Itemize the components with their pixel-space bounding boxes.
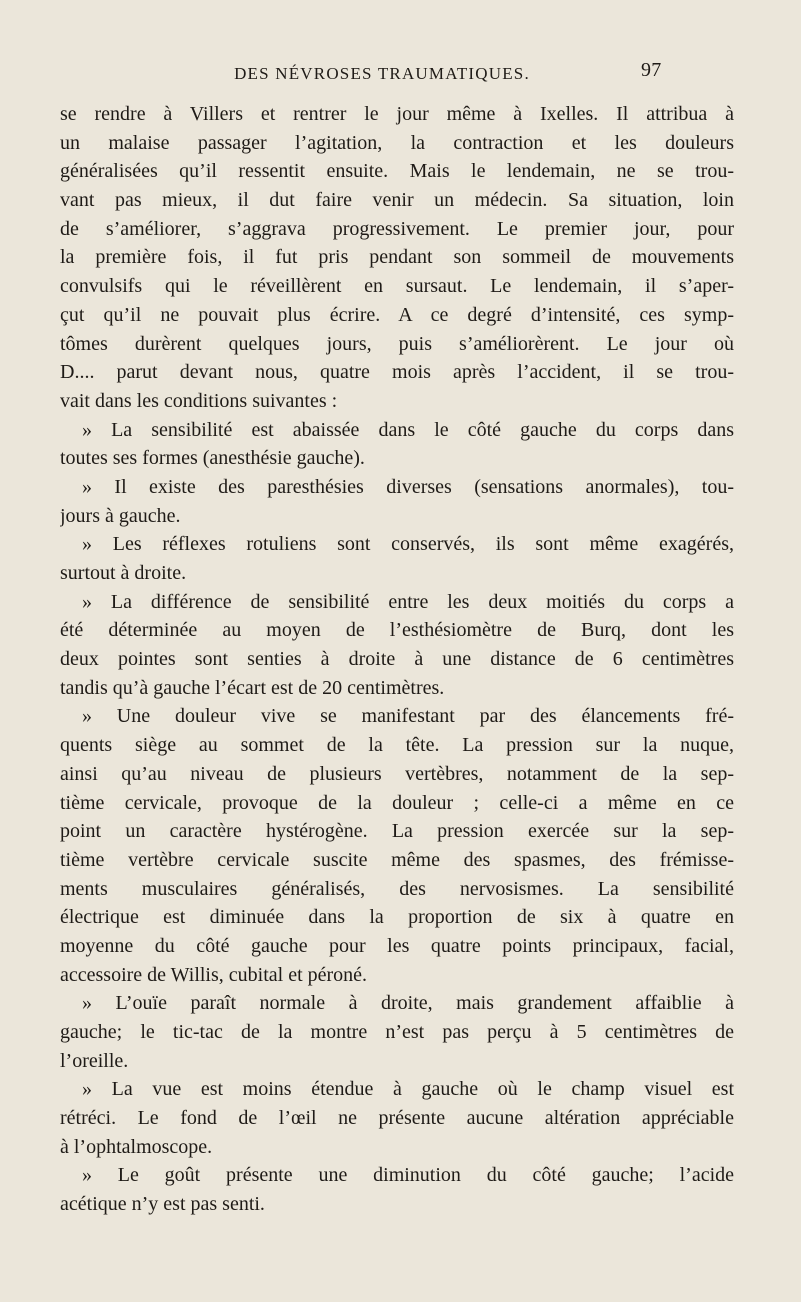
text-line: convulsifs qui le réveillèrent en sursaut. Le lendemain, il s’aper- (60, 275, 734, 298)
running-head (0, 59, 801, 88)
text-line: » L’ouïe paraît normale à droite, mais grandement affaiblie à (82, 992, 734, 1015)
text-line: vant pas mieux, il dut faire venir un médecin. Sa situation, loin (60, 189, 734, 212)
text-line: été déterminée au moyen de l’esthésiomètre de Burq, dont les (60, 619, 734, 642)
text-line: accessoire de Willis, cubital et péroné. (60, 963, 368, 986)
text-line: tandis qu’à gauche l’écart est de 20 centimètres. (60, 676, 445, 699)
page-number: 97 (641, 59, 662, 81)
text-line: à l’ophtalmoscope. (60, 1135, 213, 1158)
text-line: tômes durèrent quelques jours, puis s’améliorèrent. Le jour où (60, 332, 734, 355)
text-line: la première fois, il fut pris pendant son sommeil de mouvements (60, 246, 734, 269)
text-line: tième vertèbre cervicale suscite même des spasmes, des frémisse- (60, 848, 734, 871)
text-line: gauche; le tic-tac de la montre n’est pas perçu à 5 centimètres de (60, 1021, 734, 1043)
text-line: » Une douleur vive se manifestant par des élancements fré- (82, 705, 734, 728)
text-line: rétréci. Le fond de l’œil ne présente aucune altération appréciable (60, 1107, 734, 1130)
running-title: DES NÉVROSES TRAUMATIQUES. (234, 64, 530, 83)
text-line: généralisées qu’il ressentit ensuite. Mais le lendemain, ne se trou- (60, 160, 734, 183)
text-line: D.... parut devant nous, quatre mois après l’accident, il se trou- (60, 361, 734, 384)
text-line: toutes ses formes (anesthésie gauche). (60, 447, 365, 470)
text-line: çut qu’il ne pouvait plus écrire. A ce degré d’intensité, ces symp- (60, 303, 734, 326)
text-line: » La vue est moins étendue à gauche où le champ visuel est (82, 1078, 734, 1101)
text-line: jours à gauche. (60, 504, 181, 527)
text-line: vait dans les conditions suivantes : (60, 389, 338, 412)
text-line: » Il existe des paresthésies diverses (sensations anormales), tou- (82, 475, 734, 498)
text-line: » Le goût présente une diminution du côté gauche; l’acide (82, 1164, 734, 1187)
text-line: ments musculaires généralisés, des nervosismes. La sensibilité (60, 877, 734, 900)
text-line: acétique n’y est pas senti. (60, 1193, 265, 1216)
text-line: tième cervicale, provoque de la douleur ; celle-ci a même en ce (60, 791, 734, 814)
text-line: deux pointes sont senties à droite à une distance de 6 centimètres (60, 648, 734, 671)
text-line: » Les réflexes rotuliens sont conservés, ils sont même exagérés, (82, 533, 734, 556)
body-text (60, 100, 734, 1219)
text-line: quents siège au sommet de la tête. La pression sur la nuque, (60, 734, 734, 757)
text-line: un malaise passager l’agitation, la contraction et les douleurs (60, 131, 734, 154)
text-line: l’oreille. (60, 1049, 129, 1072)
text-line: se rendre à Villers et rentrer le jour même à Ixelles. Il attribua à (60, 103, 734, 125)
text-line: » La sensibilité est abaissée dans le côté gauche du corps dans (82, 418, 734, 441)
text-line: ainsi qu’au niveau de plusieurs vertèbres, notamment de la sep- (60, 762, 734, 785)
text-line: moyenne du côté gauche pour les quatre points principaux, facial, (60, 934, 734, 957)
text-line: point un caractère hystérogène. La pression exercée sur la sep- (60, 820, 734, 843)
text-line: électrique est diminuée dans la proportion de six à quatre en (60, 906, 734, 929)
text-line: surtout à droite. (60, 562, 187, 584)
text-line: de s’améliorer, s’aggrava progressivement. Le premier jour, pour (60, 217, 734, 240)
text-line: » La différence de sensibilité entre les deux moitiés du corps a (82, 590, 734, 613)
